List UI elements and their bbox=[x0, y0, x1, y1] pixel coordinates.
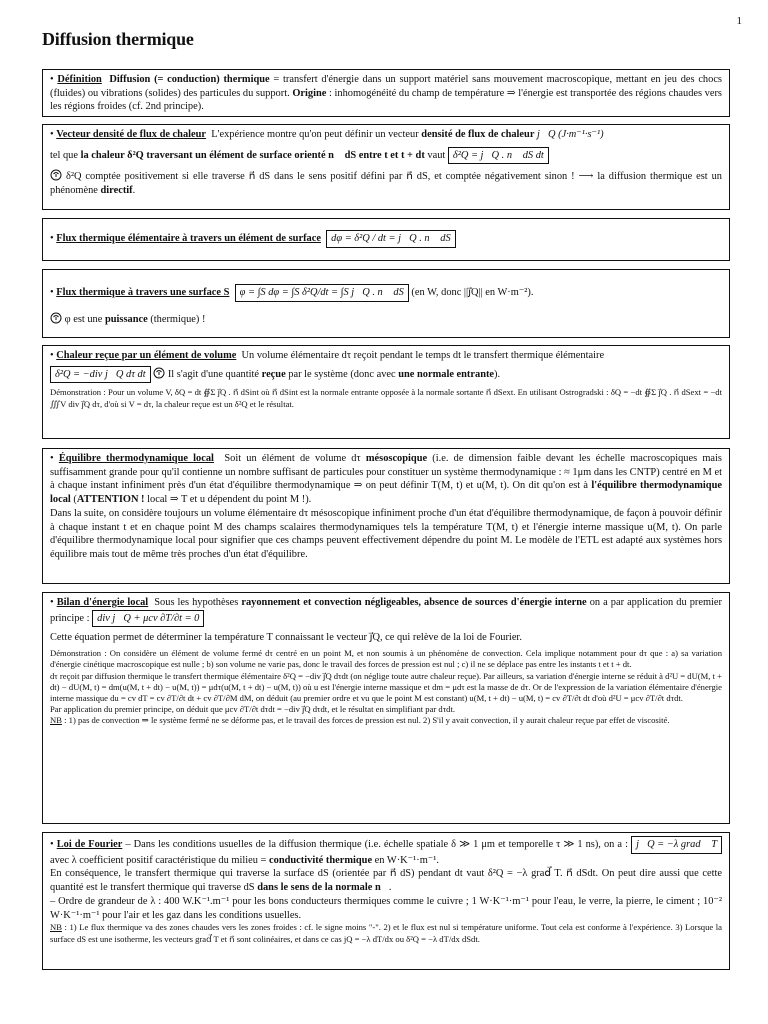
local-equilibrium-p1: Soit un élément de volume dτ bbox=[224, 453, 361, 464]
bullet: • bbox=[50, 597, 54, 608]
surface-flux-note-bold: puissance bbox=[104, 313, 148, 325]
energy-balance-t2: on a par application du premier principe : bbox=[50, 597, 723, 624]
page-title: Diffusion thermique bbox=[42, 29, 194, 49]
energy-balance-demo2: dτ reçoit par diffusion thermique le transfert thermique élémentaire δ²Q = −div j⃗Q dτdt (on néglige toute autre chaleur reçue). Par ailleurs, sa variation d'énergie interne se réduit à d²U = dU(M, t + dt) − dU(M, t) = dm(u(M, t + dt) − u(M, t)) = μdτ(u(M, t + dt) − u(M, t)) où u est l'énergie interne massique et dm = μdτ est la masse de dτ. Or de l'expression de la variation élémentaire d'énergie interne massique du = cv dT = cv ∂T/∂t dt + cv ∂T/∂M dM, on déduit (au premier ordre et vu que le point M est constant) u(M, t + dt) − u(M, t) = cv ∂T/∂t dt d'où d²U = μcv ∂T/∂t dτdt. bbox=[50, 670, 722, 703]
warning-icon bbox=[50, 169, 62, 181]
fourier-law-p2: En conséquence, le transfert thermique qui traverse la surface dS (orientée par n⃗ dS) pendant dt vaut δ²Q = −λ grad⃗ T. n⃗ dSdt. On peut dire aussi que cette quantité est le transfert thermique qui traverse dS bbox=[50, 868, 722, 894]
period: . bbox=[132, 185, 136, 197]
fourier-law-p2b: dans le sens de la normale n⃗ bbox=[257, 882, 389, 894]
local-equilibrium-p1g: local ⇒ T et u dépendent du point M !). bbox=[147, 494, 312, 506]
surface-flux-equation: φ = ∫S dφ = ∫S δ²Q/dt = ∫S j⃗Q . n⃗ dS bbox=[235, 284, 409, 302]
fourier-law-nb: : 1) Le flux thermique va des zones chaudes vers les zones froides : cf. le signe moins "-". 2) et le flux est nul si température uniforme. Tout cela est conforme à l'expérience. 3) Lorsque la surface dS est une isotherme, les vecteurs grad⃗ T et n⃗ sont colinéaires, et dans ce cas jQ = −λ dT/dx ou δ²Q = −λ dT/dx dSdt. bbox=[50, 922, 722, 944]
flux-density-note: δ²Q comptée positivement si elle traverse n⃗ dS dans le sens positif défini par n⃗ dS, et comptée négativement sinon ! ⟶ la diffusion thermique est un phénomène bbox=[50, 171, 722, 197]
energy-balance-demo3: Par application du premier principe, on déduit que μcv ∂T/∂t dτdt = −div j⃗Q dτdt, et le résultat en simplifiant par dτdt. bbox=[50, 704, 455, 715]
energy-balance-equation: div j⃗Q + μcv ∂T/∂t = 0 bbox=[92, 610, 204, 628]
origine-text: : inhomogénéité du champ de température ⇒ l'énergie est transportée des régions chaudes vers les régions froides (cf. 2nd principe). bbox=[50, 87, 722, 113]
local-equilibrium-p1d: l'équilibre thermodynamique local bbox=[50, 480, 722, 506]
fourier-law-t3: en W·K⁻¹·m⁻¹. bbox=[374, 854, 439, 866]
volume-heat-demo: Démonstration : Pour un volume V, δQ = dt ∯Σ j⃗Q . n⃗ dSint où n⃗ dSint est la normale entrante opposée à la normale sortante n⃗ dSext. En utilisant Ostrogradski : δQ = −dt ∯Σ j⃗Q . n⃗ dSext = −dt ∭V div j⃗Q dτ, d'où si V = dτ, la chaleur reçue est un δ²Q et le résultat. bbox=[50, 387, 722, 409]
flux-density-text1: L'expérience montre qu'on peut définir un vecteur bbox=[211, 129, 419, 140]
fourier-law-heading: Loi de Fourier bbox=[56, 839, 123, 850]
energy-balance-box bbox=[42, 592, 730, 824]
local-equilibrium-heading: Équilibre thermodynamique local bbox=[58, 453, 214, 464]
volume-heat-bold2: reçue bbox=[261, 368, 286, 380]
local-equilibrium-p1c: (i.e. de dimension faible devant les échelle macroscopiques mais suffisamment grande pour qu'il contienne un nombre suffisant de particules pour constituer un système thermodynamique : ≈ 1μm dans les CNTP) centré en M et à chaque instant infiniment près d'un état d'équilibre thermodynamique ⇒ on peut définir T(M, t) et u(M, t). On dit qu'on est à bbox=[50, 453, 722, 492]
elementary-flux-equation: dφ = δ²Q / dt = j⃗Q . n⃗ dS bbox=[326, 230, 456, 248]
energy-balance-b1: rayonnement et convection négligeables, absence de sources d'énergie interne bbox=[241, 597, 587, 608]
fourier-law-t2: avec λ coefficient positif caractéristique du milieu = bbox=[50, 854, 267, 866]
fourier-law-b2: conductivité thermique bbox=[269, 854, 373, 866]
local-equilibrium-box bbox=[42, 448, 730, 584]
volume-heat-text3: par le système (donc avec bbox=[288, 368, 396, 380]
surface-flux-unit: (en W, donc ||j⃗Q|| en W·m⁻²). bbox=[411, 287, 534, 298]
flux-density-text3: vaut bbox=[427, 149, 446, 161]
flux-density-heading: Vecteur densité de flux de chaleur bbox=[56, 129, 207, 140]
fourier-law-box bbox=[42, 832, 730, 970]
flux-density-text2: tel que bbox=[50, 149, 78, 161]
definition-text: = transfert d'énergie dans un support matériel sans mouvement macroscopique, mettant en jeu des chocs (fluides) ou vibrations (solides) des particules du support. bbox=[50, 74, 722, 99]
volume-heat-box bbox=[42, 345, 730, 439]
elementary-flux-heading: Flux thermique élémentaire à travers un élément de surface bbox=[56, 233, 321, 244]
flux-density-bold2: la chaleur δ²Q traversant un élément de surface orienté n⃗ dS entre t et t + dt bbox=[80, 149, 425, 161]
bullet: • bbox=[50, 233, 54, 244]
warning-icon bbox=[153, 367, 165, 379]
fourier-law-p3: – Ordre de grandeur de λ : 400 W.K⁻¹.m⁻¹ pour les bons conducteurs thermiques comme le cuivre ; 1 W·K⁻¹·m⁻¹ pour l'eau, le verre, la pierre, le ciment ; 10⁻² W·K⁻¹·m⁻¹ pour l'air et les gaz dans les conditions usuelles. bbox=[50, 895, 722, 921]
elementary-flux-box bbox=[42, 218, 730, 261]
definition-heading: Définition bbox=[57, 74, 102, 85]
volume-heat-text4: ). bbox=[494, 368, 501, 380]
local-equilibrium-attention: ATTENTION ! bbox=[76, 494, 145, 506]
surface-flux-note: φ est une bbox=[64, 313, 103, 325]
energy-balance-nb-label: NB bbox=[50, 715, 62, 726]
volume-heat-bold3: une normale entrante bbox=[398, 368, 495, 380]
volume-heat-text2: Il s'agit d'une quantité bbox=[167, 368, 260, 380]
fourier-law-p2c: . bbox=[388, 882, 392, 894]
page-number: 1 bbox=[736, 15, 742, 27]
energy-balance-heading: Bilan d'énergie local bbox=[56, 597, 149, 608]
flux-density-vector: j⃗Q (J·m⁻¹·s⁻¹) bbox=[537, 129, 604, 140]
warning-icon bbox=[50, 312, 62, 324]
fourier-law-t1: – Dans les conditions usuelles de la diffusion thermique (i.e. échelle spatiale δ ≫ 1 μm et temporelle τ ≫ 1 ns), on a : bbox=[125, 839, 629, 850]
flux-density-note-bold: directif bbox=[100, 185, 133, 197]
surface-flux-heading: Flux thermique à travers une surface S bbox=[56, 287, 230, 298]
energy-balance-t1: Sous les hypothèses bbox=[154, 597, 239, 608]
fourier-law-nb-label: NB bbox=[50, 922, 62, 933]
bullet: • bbox=[50, 350, 54, 361]
local-equilibrium-p2: Dans la suite, on considère toujours un volume élémentaire dτ mésoscopique infiniment proche d'un état d'équilibre thermodynamique, de façon à pouvoir définir à chaque instant t et en chaque point M des champs scalaires thermodynamiques tels la température T(M, t) et l'énergie interne massique u(M, t). On parle d'équilibre thermodynamique local pour signifier que ces champs peuvent effectivement dépendre du point M. Le modèle de l'ETL est adapté aux systèmes hors équilibre mais tout de même très proches d'un état d'équilibre. bbox=[50, 507, 722, 561]
heat-equation: δ²Q = j⃗Q . n⃗ dS dt bbox=[448, 147, 549, 165]
definition-term: Diffusion (= conduction) thermique bbox=[109, 74, 270, 85]
volume-heat-heading: Chaleur reçue par un élément de volume bbox=[56, 350, 237, 361]
flux-density-bold1: densité de flux de chaleur bbox=[421, 129, 535, 140]
bullet: • bbox=[50, 287, 54, 298]
bullet: • bbox=[50, 74, 54, 85]
definition-box bbox=[42, 69, 730, 117]
flux-density-box bbox=[42, 124, 730, 210]
bullet: • bbox=[50, 453, 54, 464]
local-equilibrium-p1e: ( bbox=[73, 494, 77, 506]
origine-label: Origine bbox=[292, 87, 327, 99]
energy-balance-nb: : 1) pas de convection ⇒ le système fermé ne se déforme pas, et le travail des forces de pression est nul. 2) S'il y avait convection, il y aurait chaleur reçue par effet de viscosité. bbox=[64, 715, 670, 726]
local-equilibrium-p1b: mésoscopique bbox=[365, 453, 428, 464]
surface-flux-note-end: (thermique) ! bbox=[150, 313, 206, 325]
energy-balance-demo: Démonstration : On considère un élément de volume fermé dτ centré en un point M, et non soumis à un phénomène de convection. Cela implique notamment pour dτ que : a) sa variation d'énergie cinétique macroscopique est nulle ; b) son volume ne varie pas, donc le travail des forces de pression est nul ; c) il ne se déplace pas entre les instants t et t + dt. bbox=[50, 648, 722, 670]
volume-heat-text1: Un volume élémentaire dτ reçoit pendant le temps dt le transfert thermique élémentaire bbox=[241, 350, 605, 361]
bullet: • bbox=[50, 839, 54, 850]
volume-heat-equation: δ²Q = −div j⃗Q dτ dt bbox=[50, 366, 151, 384]
fourier-law-equation: j⃗Q = −λ grad⃗ T bbox=[631, 836, 722, 854]
surface-flux-box bbox=[42, 269, 730, 338]
energy-balance-t3: Cette équation permet de déterminer la température T connaissant le vecteur j⃗Q, ce qui relève de la loi de Fourier. bbox=[50, 632, 522, 644]
bullet: • bbox=[50, 129, 54, 140]
